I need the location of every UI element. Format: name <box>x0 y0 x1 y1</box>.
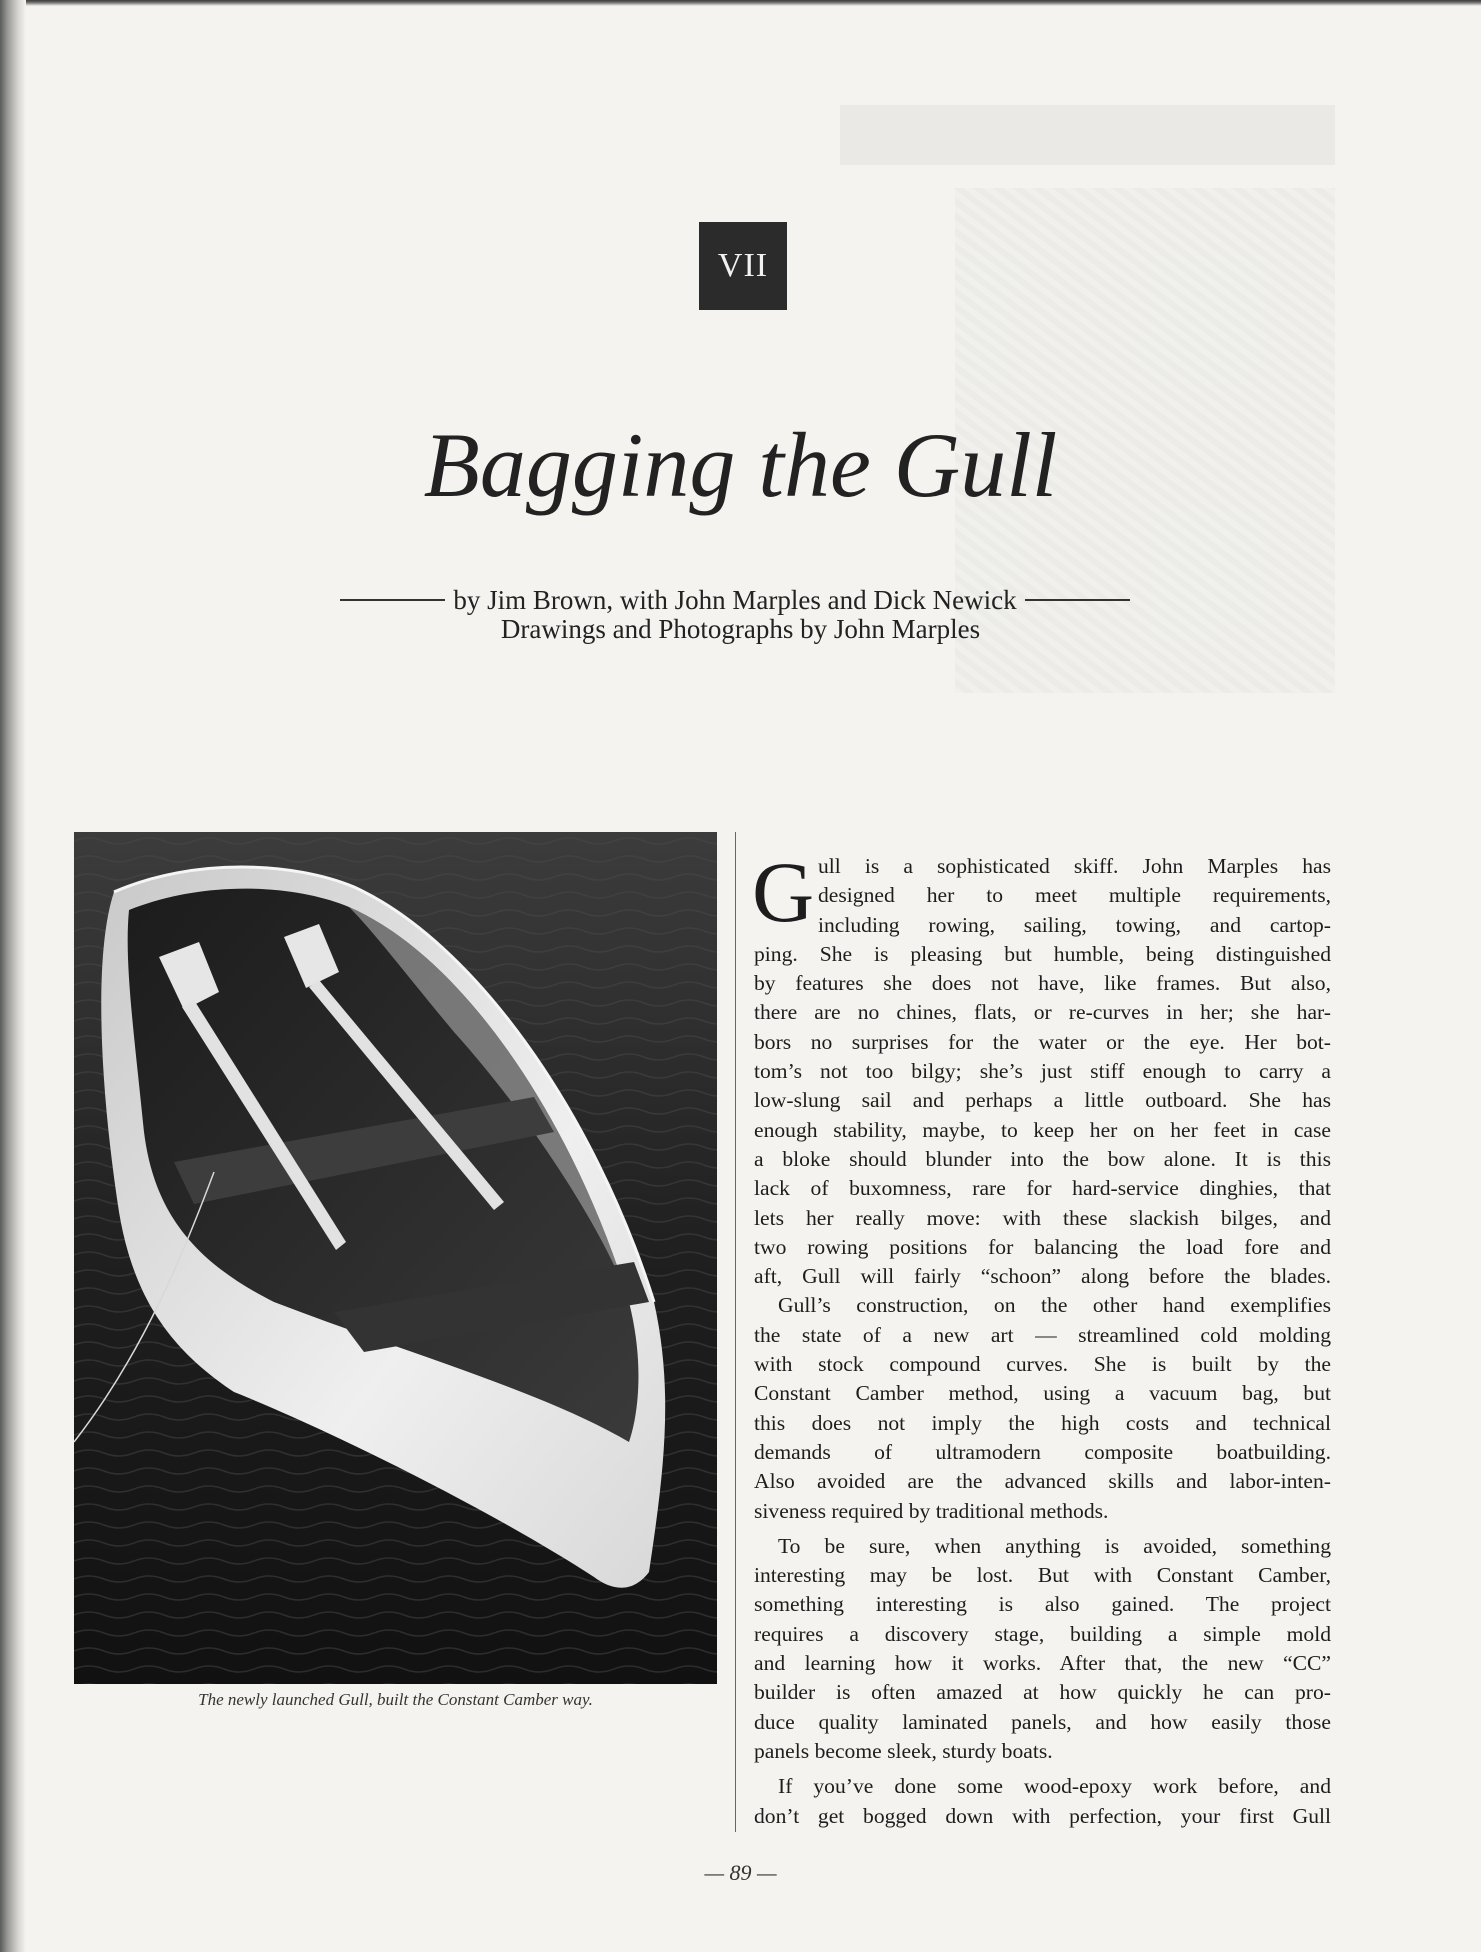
body-line: builder is often amazed at how quickly he can pro- <box>754 1680 1331 1705</box>
body-line: aft, Gull will fairly “schoon” along before the blades. <box>754 1264 1331 1289</box>
chapter-number-badge <box>699 222 787 310</box>
body-line: low-slung sail and perhaps a little outboard. She has <box>754 1088 1331 1113</box>
body-line: Constant Camber method, using a vacuum bag, but <box>754 1381 1331 1406</box>
body-line: panels become sleek, sturdy boats. <box>754 1738 1053 1763</box>
scan-binding-shadow <box>0 0 26 1952</box>
body-line: tom’s not too bilgy; she’s just stiff enough to carry a <box>754 1059 1331 1084</box>
body-line: with stock compound curves. She is built by the <box>754 1352 1331 1377</box>
page-number: — 89 — <box>704 1860 777 1885</box>
article-title: Bagging the Gull <box>423 414 1058 516</box>
body-line: siveness required by traditional methods. <box>754 1498 1109 1523</box>
byline: by Jim Brown, with John Marples and Dick Newick <box>453 584 1017 615</box>
body-line: something interesting is also gained. The project <box>754 1592 1331 1617</box>
body-line: bors no surprises for the water or the eye. Her bot- <box>754 1029 1331 1054</box>
body-line: and learning how it works. After that, the new “CC” <box>754 1651 1331 1676</box>
body-line: this does not imply the high costs and technical <box>754 1410 1331 1435</box>
body-line: If you’ve done some wood-epoxy work before, and <box>778 1774 1331 1799</box>
body-line: designed her to meet multiple requirements, <box>818 883 1331 908</box>
body-line: the state of a new art — streamlined cold molding <box>754 1322 1331 1347</box>
body-line: enough stability, maybe, to keep her on her feet in case <box>754 1117 1331 1142</box>
body-line: a bloke should blunder into the bow alone. It is this <box>754 1146 1331 1171</box>
article-body <box>752 844 1331 1831</box>
byline-rule-right <box>1025 599 1130 601</box>
body-line: requires a discovery stage, building a simple mold <box>754 1621 1331 1646</box>
body-line: ull is a sophisticated skiff. John Marples has <box>818 854 1331 878</box>
rowboat-illustration <box>74 832 717 1684</box>
column-divider <box>735 832 736 1832</box>
body-line: lack of buxomness, rare for hard-service dinghies, that <box>754 1176 1331 1201</box>
body-line: lets her really move: with these slackish bilges, and <box>754 1205 1331 1230</box>
body-line: Gull’s construction, on the other hand exemplifies <box>778 1293 1331 1318</box>
body-line: including rowing, sailing, towing, and cartop- <box>818 912 1331 937</box>
body-line: To be sure, when anything is avoided, something <box>778 1533 1331 1558</box>
drop-cap: G <box>752 844 815 940</box>
body-line: duce quality laminated panels, and how easily those <box>754 1709 1331 1734</box>
show-through-block <box>840 105 1335 165</box>
body-line: by features she does not have, like frames. But also, <box>754 971 1331 996</box>
byline-rule-left <box>340 599 445 601</box>
body-line: ping. She is pleasing but humble, being distinguished <box>754 941 1331 966</box>
chapter-numeral: VII <box>717 247 769 284</box>
body-line: don’t get bogged down with perfection, your first Gull <box>754 1803 1331 1828</box>
scan-top-edge <box>0 0 1481 6</box>
first-paragraph-opening <box>752 844 1331 940</box>
credits-line: Drawings and Photographs by John Marples <box>500 614 981 644</box>
body-line: demands of ultramodern composite boatbuilding. <box>754 1439 1331 1464</box>
body-line: Also avoided are the advanced skills and labor-inten- <box>754 1469 1331 1494</box>
boat-photo <box>74 832 717 1684</box>
body-line: there are no chines, flats, or re-curves in her; she har- <box>754 1000 1331 1025</box>
body-line: two rowing positions for balancing the load fore and <box>754 1234 1331 1259</box>
body-line: interesting may be lost. But with Constant Camber, <box>754 1563 1331 1588</box>
photo-caption: The newly launched Gull, built the Constant Camber way. <box>198 1690 593 1709</box>
